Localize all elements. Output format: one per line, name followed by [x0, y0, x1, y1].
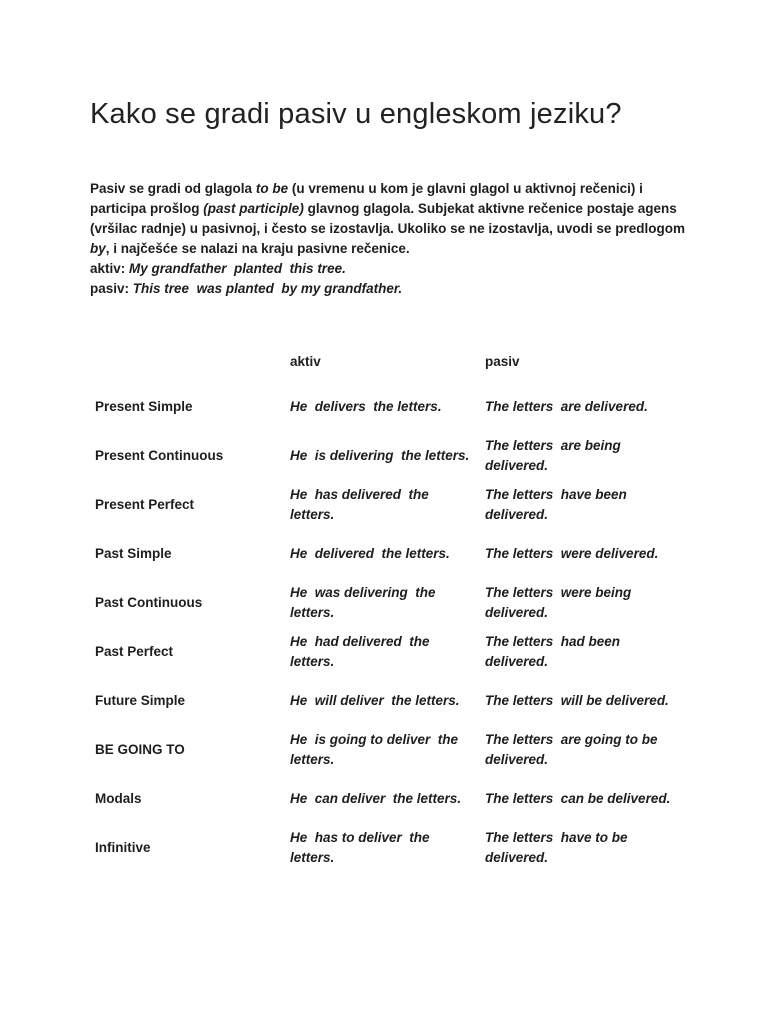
tense-cell: Past Continuous [95, 594, 203, 610]
page-title: Kako se gradi pasiv u engleskom jeziku? [90, 98, 622, 130]
intro-paragraph [90, 179, 690, 259]
aktiv-cell: He has delivered the letters. [290, 486, 433, 522]
pasiv-cell: The letters have been delivered. [485, 486, 631, 522]
pasiv-example: This tree was planted by my grandfather. [132, 281, 403, 296]
tense-cell: Present Continuous [95, 447, 224, 463]
aktiv-cell: He is going to deliver the letters. [290, 731, 462, 767]
header-aktiv: aktiv [290, 354, 321, 369]
intro-part-3: glavnog glagola. Subjekat aktivne rečenice postaje agens (vršilac radnje) u pasivnoj, i često se izostavlja. Ukoliko se ne izostavlja, uvodi se predlogom [90, 201, 685, 236]
aktiv-cell: He will deliver the letters. [290, 692, 460, 708]
tense-cell: Past Simple [95, 545, 172, 561]
aktiv-example-line [90, 259, 690, 279]
tense-cell: Infinitive [95, 839, 151, 855]
table-row [90, 578, 680, 627]
pasiv-cell: The letters will be delivered. [485, 692, 669, 708]
tense-cell: Present Perfect [95, 496, 195, 512]
tense-cell: Modals [95, 790, 142, 806]
header-pasiv: pasiv [485, 354, 520, 369]
pasiv-cell: The letters are going to be delivered. [485, 731, 662, 767]
aktiv-cell: He has to deliver the letters. [290, 829, 434, 865]
tense-cell: Future Simple [95, 692, 186, 708]
intro-part-2: (u vremenu u kom je glavni glagol u aktivnoj rečenici) i participa prošlog [90, 181, 643, 216]
tense-cell: Present Simple [95, 398, 193, 414]
aktiv-cell: He delivered the letters. [290, 545, 450, 561]
tense-cell: BE GOING TO [95, 741, 185, 757]
intro-text [90, 179, 690, 299]
term-by: by [90, 241, 106, 256]
aktiv-cell: He can deliver the letters. [290, 790, 462, 806]
aktiv-cell: He delivers the letters. [290, 398, 442, 414]
aktiv-cell: He was delivering the letters. [290, 584, 440, 620]
header-tense [90, 342, 285, 382]
tense-cell: Past Perfect [95, 643, 174, 659]
pasiv-cell: The letters had been delivered. [485, 633, 624, 669]
pasiv-cell: The letters were delivered. [485, 545, 659, 561]
aktiv-cell: He is delivering the letters. [290, 447, 470, 463]
pasiv-cell: The letters have to be delivered. [485, 829, 632, 865]
table-row [90, 627, 680, 676]
term-past-participle: (past participle) [203, 201, 304, 216]
table-row [90, 774, 680, 823]
term-to-be: to be [255, 181, 289, 196]
table-row [90, 823, 680, 872]
pasiv-cell: The letters are being delivered. [485, 437, 625, 473]
aktiv-label: aktiv: [90, 261, 126, 276]
pasiv-cell: The letters are delivered. [485, 398, 648, 414]
tense-table [90, 342, 680, 872]
pasiv-cell: The letters can be delivered. [485, 790, 671, 806]
pasiv-cell: The letters were being delivered. [485, 584, 636, 620]
pasiv-example-line [90, 279, 690, 299]
intro-part-4: , i najčešće se nalazi na kraju pasivne rečenice. [105, 241, 410, 256]
table-row [90, 676, 680, 725]
table-row [90, 725, 680, 774]
table-row [90, 529, 680, 578]
table-header-row [90, 342, 680, 382]
aktiv-example: My grandfather planted this tree. [129, 261, 346, 276]
table-row [90, 480, 680, 529]
intro-part-1: Pasiv se gradi od glagola [90, 181, 253, 196]
table-row [90, 382, 680, 431]
table-row [90, 431, 680, 480]
aktiv-cell: He had delivered the letters. [290, 633, 434, 669]
pasiv-label: pasiv: [90, 281, 130, 296]
table-body [90, 382, 680, 872]
